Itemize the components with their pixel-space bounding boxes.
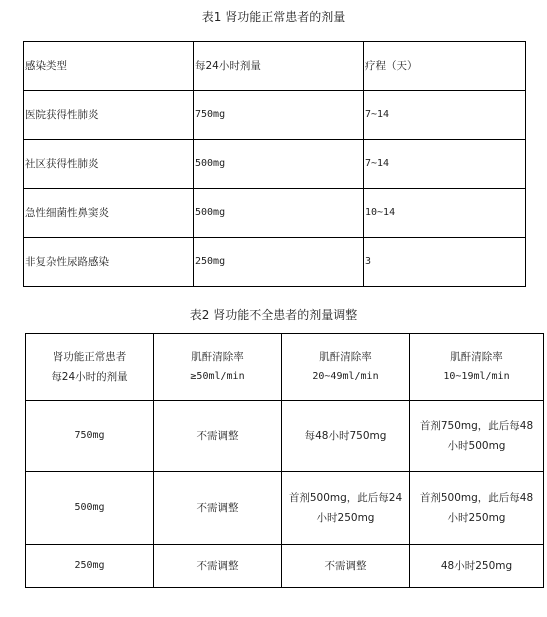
cell-course-days: 10~14 [364,189,526,238]
normal-renal-dose-table [23,41,526,287]
cell-line: 500mg [74,502,105,513]
table-row [24,189,526,238]
table-header-row [24,42,526,91]
cell-line: 不需调整 [196,430,239,442]
cell-normal-dose [26,401,154,472]
cell-clearance-ge50 [154,545,282,588]
header-clearance-10-19 [410,334,544,401]
cell-line: 不需调整 [196,502,239,514]
cell-line: 小时250mg [316,512,375,524]
cell-line: 首剂500mg，此后每48 [419,492,534,504]
cell-infection-type: 急性细菌性鼻窦炎 [24,189,194,238]
cell-infection-type: 社区获得性肺炎 [24,140,194,189]
cell-clearance-20-49 [282,545,410,588]
cell-normal-dose [26,472,154,545]
header-course-days: 疗程（天） [364,42,526,91]
cell-line: 不需调整 [196,560,239,572]
cell-line: 小时500mg [447,440,506,452]
cell-line: 每48小时750mg [304,430,387,442]
table-row [26,545,544,588]
cell-daily-dose: 500mg [194,140,364,189]
header-daily-dose: 每24小时剂量 [194,42,364,91]
cell-infection-type: 医院获得性肺炎 [24,91,194,140]
header-line: 肾功能正常患者 [52,351,127,363]
header-line: 肌酐清除率 [450,351,503,363]
cell-normal-dose [26,545,154,588]
cell-line: 48小时250mg [440,560,513,572]
table-row [24,140,526,189]
cell-line: 不需调整 [324,560,367,572]
header-line: ≥50ml/min [190,371,245,382]
cell-line: 首剂750mg，此后每48 [419,420,534,432]
table-row [26,472,544,545]
header-normal-dose [26,334,154,401]
cell-clearance-10-19 [410,545,544,588]
header-line: 肌酐清除率 [191,351,244,363]
cell-daily-dose: 750mg [194,91,364,140]
cell-clearance-20-49 [282,472,410,545]
header-line: 每24小时的剂量 [51,371,128,383]
table2-caption: 表2 肾功能不全患者的剂量调整 [189,308,358,322]
table1-caption: 表1 肾功能正常患者的剂量 [201,10,346,24]
cell-course-days: 7~14 [364,91,526,140]
header-line: 20~49ml/min [312,371,379,382]
header-infection-type: 感染类型 [24,42,194,91]
header-line: 肌酐清除率 [319,351,372,363]
cell-daily-dose: 500mg [194,189,364,238]
cell-daily-dose: 250mg [194,238,364,287]
renal-impairment-adjustment-table [25,333,544,588]
cell-clearance-10-19 [410,472,544,545]
table-row [24,91,526,140]
cell-clearance-ge50 [154,472,282,545]
header-line: 10~19ml/min [443,371,510,382]
cell-line: 小时250mg [447,512,506,524]
cell-clearance-20-49 [282,401,410,472]
table-row [26,401,544,472]
header-clearance-20-49 [282,334,410,401]
cell-line: 250mg [74,560,105,571]
cell-line: 750mg [74,430,105,441]
cell-course-days: 7~14 [364,140,526,189]
cell-line: 首剂500mg，此后每24 [288,492,403,504]
cell-course-days: 3 [364,238,526,287]
cell-clearance-10-19 [410,401,544,472]
cell-clearance-ge50 [154,401,282,472]
header-clearance-ge50 [154,334,282,401]
table-header-row [26,334,544,401]
cell-infection-type: 非复杂性尿路感染 [24,238,194,287]
table-row [24,238,526,287]
